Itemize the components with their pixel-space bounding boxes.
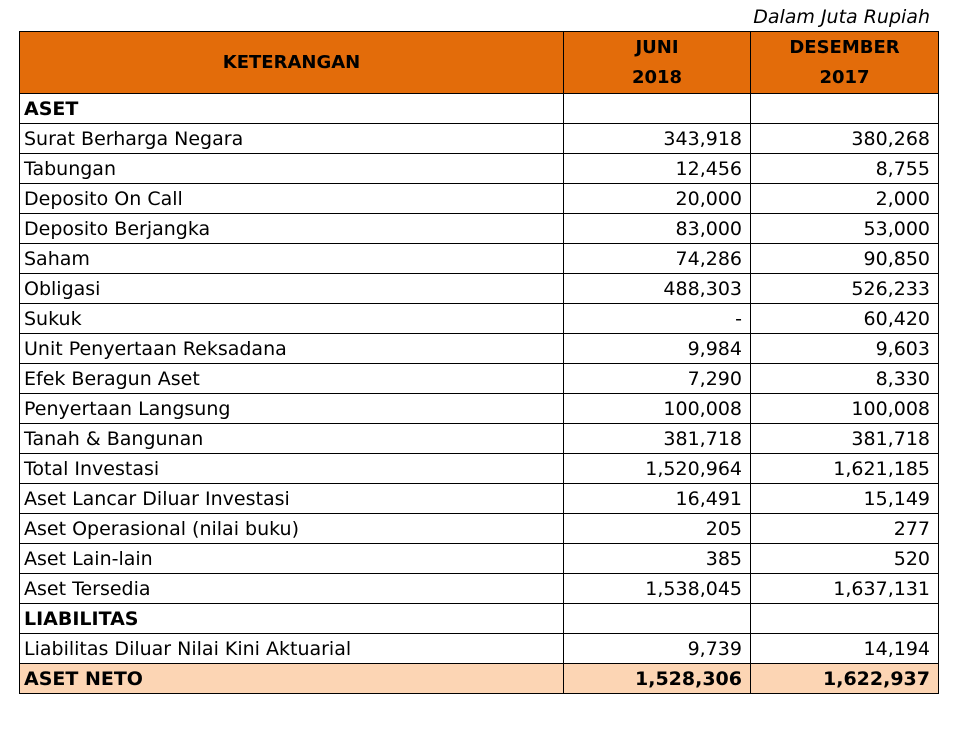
cell-dec2017: 100,008 [751, 394, 939, 424]
cell-dec2017: 14,194 [751, 634, 939, 664]
header-december-2017 [751, 32, 939, 94]
cell-jun2018 [564, 604, 751, 634]
cell-dec2017: 90,850 [751, 244, 939, 274]
cell-dec2017: 8,755 [751, 154, 939, 184]
cell-dec2017: 380,268 [751, 124, 939, 154]
cell-jun2018: 381,718 [564, 424, 751, 454]
cell-jun2018: 9,984 [564, 334, 751, 364]
cell-jun2018: 488,303 [564, 274, 751, 304]
row-label: Sukuk [20, 304, 564, 334]
table-row [20, 304, 939, 334]
table-row [20, 424, 939, 454]
cell-dec2017: 1,637,131 [751, 574, 939, 604]
section-label-liabilitas: LIABILITAS [20, 604, 564, 634]
cell-dec2017: 1,621,185 [751, 454, 939, 484]
total-dec2017: 1,622,937 [751, 664, 939, 694]
table-row [20, 514, 939, 544]
row-label: Total Investasi [20, 454, 564, 484]
header-june-year: 2018 [631, 66, 683, 88]
cell-dec2017: 277 [751, 514, 939, 544]
table-header-row [20, 32, 939, 94]
cell-jun2018: 1,538,045 [564, 574, 751, 604]
header-december-year: 2017 [819, 66, 870, 88]
row-label: Surat Berharga Negara [20, 124, 564, 154]
table-row [20, 454, 939, 484]
total-label: ASET NETO [20, 664, 564, 694]
table-row [20, 184, 939, 214]
row-label: Liabilitas Diluar Nilai Kini Aktuarial [20, 634, 564, 664]
cell-dec2017: 15,149 [751, 484, 939, 514]
cell-jun2018: 74,286 [564, 244, 751, 274]
header-december-month: DESEMBER [789, 36, 900, 58]
table-row [20, 544, 939, 574]
cell-jun2018 [564, 94, 751, 124]
cell-dec2017 [751, 94, 939, 124]
row-label: Aset Lain-lain [20, 544, 564, 574]
table-row [20, 154, 939, 184]
row-label: Saham [20, 244, 564, 274]
financial-table [19, 31, 939, 694]
total-row [20, 664, 939, 694]
cell-jun2018: 16,491 [564, 484, 751, 514]
cell-dec2017: 520 [751, 544, 939, 574]
table-row [20, 604, 939, 634]
table-row [20, 574, 939, 604]
row-label: Tabungan [20, 154, 564, 184]
cell-dec2017 [751, 604, 939, 634]
row-label: Deposito Berjangka [20, 214, 564, 244]
table-row [20, 634, 939, 664]
cell-dec2017: 53,000 [751, 214, 939, 244]
cell-dec2017: 526,233 [751, 274, 939, 304]
cell-dec2017: 8,330 [751, 364, 939, 394]
header-june-month: JUNI [635, 36, 679, 58]
table-row [20, 244, 939, 274]
cell-jun2018: 20,000 [564, 184, 751, 214]
table-row [20, 124, 939, 154]
header-june-2018 [564, 32, 751, 94]
row-label: Aset Tersedia [20, 574, 564, 604]
cell-jun2018: 12,456 [564, 154, 751, 184]
table-row [20, 214, 939, 244]
row-label: Unit Penyertaan Reksadana [20, 334, 564, 364]
cell-jun2018: 385 [564, 544, 751, 574]
row-label: Penyertaan Langsung [20, 394, 564, 424]
row-label: Obligasi [20, 274, 564, 304]
cell-dec2017: 2,000 [751, 184, 939, 214]
total-jun2018: 1,528,306 [564, 664, 751, 694]
cell-jun2018: 83,000 [564, 214, 751, 244]
cell-jun2018: 343,918 [564, 124, 751, 154]
table-row [20, 364, 939, 394]
cell-jun2018: - [564, 304, 751, 334]
cell-jun2018: 205 [564, 514, 751, 544]
table-row [20, 394, 939, 424]
row-label: Efek Beragun Aset [20, 364, 564, 394]
table-row [20, 334, 939, 364]
cell-jun2018: 7,290 [564, 364, 751, 394]
row-label: Aset Operasional (nilai buku) [20, 514, 564, 544]
cell-dec2017: 60,420 [751, 304, 939, 334]
row-label: Deposito On Call [20, 184, 564, 214]
table-row [20, 484, 939, 514]
header-keterangan: KETERANGAN [20, 32, 564, 94]
cell-dec2017: 381,718 [751, 424, 939, 454]
table-row [20, 94, 939, 124]
cell-dec2017: 9,603 [751, 334, 939, 364]
section-label-aset: ASET [20, 94, 564, 124]
unit-note: Dalam Juta Rupiah [753, 6, 930, 28]
row-label: Aset Lancar Diluar Investasi [20, 484, 564, 514]
row-label: Tanah & Bangunan [20, 424, 564, 454]
table-row [20, 274, 939, 304]
cell-jun2018: 9,739 [564, 634, 751, 664]
cell-jun2018: 100,008 [564, 394, 751, 424]
cell-jun2018: 1,520,964 [564, 454, 751, 484]
